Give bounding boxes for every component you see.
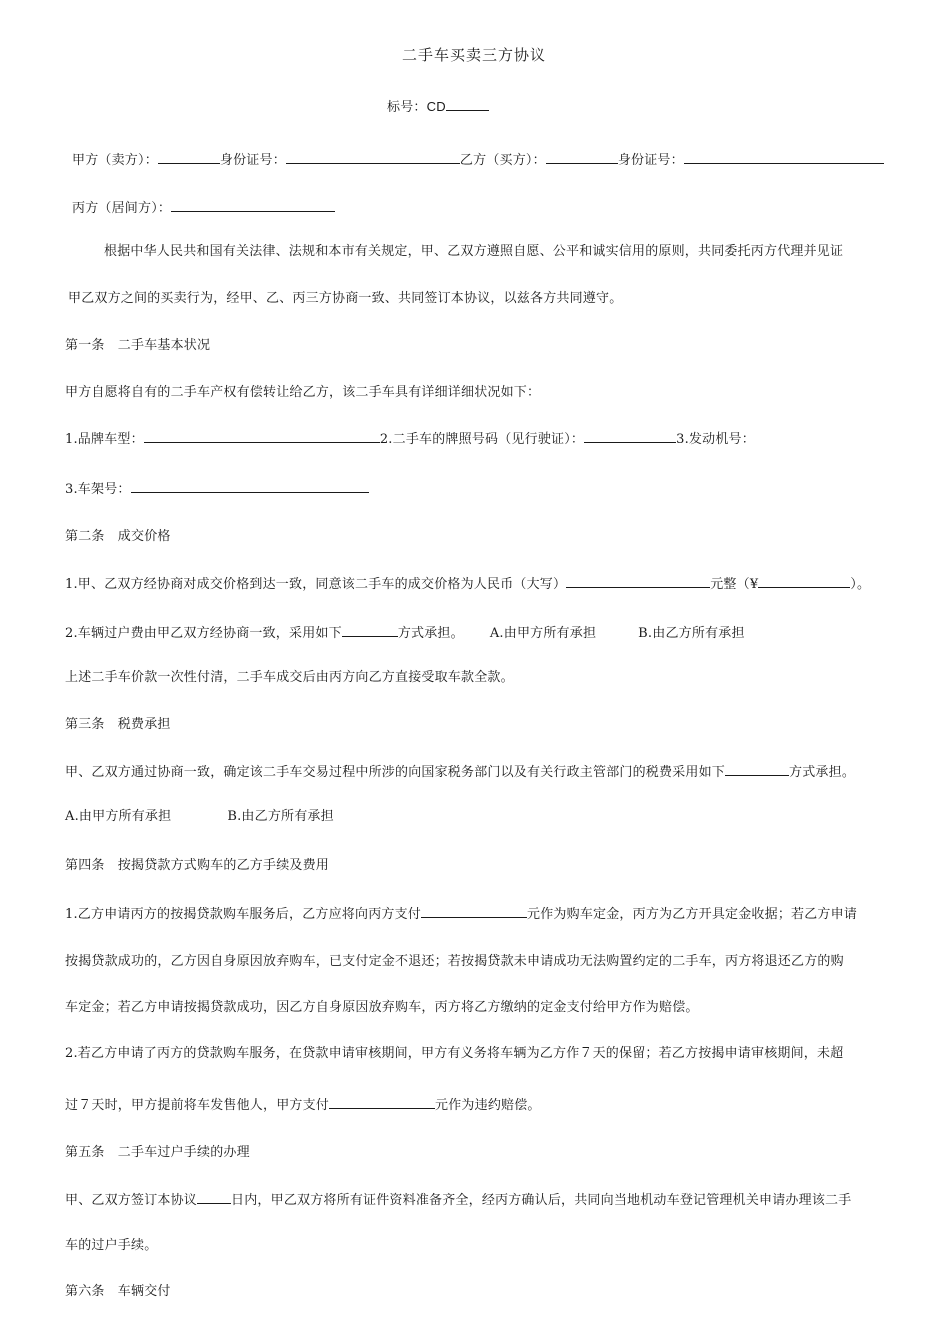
- parties-line: [72, 150, 884, 170]
- payment-line: 上述二手车价款一次性付清，二手车成交后由丙方向乙方直接受取车款全款。: [65, 670, 514, 685]
- price-text-a: 1.甲、乙双方经协商对成交价格到达一致，同意该二手车的成交价格为人民币（大写）: [65, 577, 567, 592]
- loan-deposit-line-3: 车定金；若乙方申请按揭贷款成功，因乙方自身原因放弃购车，丙方将乙方缴纳的定金支付给甲方作为赔偿。: [65, 1000, 699, 1015]
- intro-line-1: 根据中华人民共和国有关法律、法规和本市有关规定，甲、乙双方遵照自愿、公平和诚实信用的原则，共同委托丙方代理并见证: [104, 244, 844, 259]
- transfer-fee-text-a: 2.车辆过户费由甲乙双方经协商一致，采用如下: [65, 626, 342, 641]
- price-text-c: ）。: [850, 577, 871, 592]
- document-title: 二手车买卖三方协议: [402, 46, 547, 64]
- transfer-procedure-text-a: 甲、乙双方签订本协议: [65, 1193, 198, 1208]
- intro-line-2: 甲乙双方之间的买卖行为，经甲、乙、丙三方协商一致、共同签订本协议，以兹各方共同遵守。: [68, 291, 623, 306]
- penalty-blank[interactable]: [329, 1095, 435, 1109]
- transfer-fee-text-b: 方式承担。: [397, 626, 464, 641]
- transfer-option-b: B.由乙方所有承担: [638, 626, 745, 641]
- party-b-name-blank[interactable]: [546, 150, 618, 164]
- tax-line: [65, 762, 855, 782]
- party-c-label: 丙方（居间方）：: [72, 201, 172, 216]
- price-amount-blank[interactable]: [758, 574, 850, 588]
- party-a-label: 甲方（卖方）：: [72, 153, 158, 168]
- party-c-line: [72, 198, 335, 218]
- tax-blank[interactable]: [725, 762, 789, 776]
- transfer-procedure-line-1: [65, 1190, 851, 1210]
- party-a-name-blank[interactable]: [158, 150, 220, 164]
- tax-option-b: B.由乙方所有承担: [227, 809, 334, 824]
- tax-text-a: 甲、乙双方通过协商一致，确定该二手车交易过程中所涉的向国家税务部门以及有关行政主管部门的税费采用如下: [65, 765, 726, 780]
- loan-deposit-line-1: [65, 904, 857, 924]
- number-prefix: CD: [426, 99, 446, 114]
- party-a-id-label: 身份证号：: [219, 153, 286, 168]
- transfer-fee-blank[interactable]: [342, 623, 398, 637]
- number-label: 标号：: [387, 100, 427, 115]
- party-c-name-blank[interactable]: [171, 198, 335, 212]
- party-b-id-blank[interactable]: [684, 150, 884, 164]
- transfer-fee-line: [65, 623, 745, 643]
- loan-reserve-line-2: [65, 1095, 541, 1115]
- vin-label: 3.车架号：: [65, 482, 131, 497]
- party-a-id-blank[interactable]: [286, 150, 460, 164]
- article-5-heading: 第五条 二手车过户手续的办理: [65, 1145, 250, 1160]
- party-b-id-label: 身份证号：: [617, 153, 684, 168]
- tax-options-line: [65, 808, 334, 826]
- loan-deposit-blank[interactable]: [421, 904, 527, 918]
- tax-option-a: A.由甲方所有承担: [65, 809, 172, 824]
- days-blank[interactable]: [197, 1190, 231, 1204]
- vin-line: [65, 479, 369, 499]
- price-line: [65, 574, 870, 594]
- party-b-label: 乙方（买方）：: [459, 153, 546, 168]
- article-1-text: 甲方自愿将自有的二手车产权有偿转让给乙方，该二手车具有详细详细状况如下：: [65, 385, 541, 400]
- loan-deposit-text-b: 元作为购车定金，丙方为乙方开具定金收据；若乙方申请: [527, 907, 858, 922]
- vin-blank[interactable]: [131, 479, 369, 493]
- loan-reserve-line-1: 2.若乙方申请了丙方的贷款购车服务，在贷款申请审核期间，甲方有义务将车辆为乙方作７天的保留；若乙方按揭申请审核期间，未超: [65, 1046, 844, 1061]
- engine-label: 3.发动机号：: [676, 432, 755, 447]
- loan-reserve-text-b: 元作为违约赔偿。: [435, 1098, 541, 1113]
- loan-deposit-text-a: 1.乙方申请丙方的按揭贷款购车服务后，乙方应将向丙方支付: [65, 907, 422, 922]
- plate-label: 2.二手车的牌照号码（见行驶证）：: [379, 432, 585, 447]
- vehicle-info-line: [65, 429, 755, 449]
- transfer-option-a: A.由甲方所有承担: [489, 626, 597, 641]
- article-6-heading: 第六条 车辆交付: [65, 1284, 171, 1299]
- transfer-procedure-text-b: 日内，甲乙双方将所有证件资料准备齐全，经丙方确认后，共同向当地机动车登记管理机关申请办理该二手: [231, 1193, 852, 1208]
- loan-deposit-line-2: 按揭贷款成功的，乙方因自身原因放弃购车，已支付定金不退还；若按揭贷款未申请成功无法购置约定的二手车，丙方将退还乙方的购: [65, 954, 844, 969]
- document-number: [387, 97, 489, 117]
- brand-model-blank[interactable]: [144, 429, 380, 443]
- article-4-heading: 第四条 按揭贷款方式购车的乙方手续及费用: [65, 858, 330, 873]
- article-1-heading: 第一条 二手车基本状况: [65, 338, 211, 353]
- number-blank[interactable]: [446, 97, 489, 111]
- loan-reserve-text-a: 过７天时，甲方提前将车发售他人，甲方支付: [65, 1098, 330, 1113]
- article-2-heading: 第二条 成交价格: [65, 529, 171, 544]
- plate-blank[interactable]: [584, 429, 676, 443]
- transfer-procedure-line-2: 车的过户手续。: [65, 1238, 158, 1253]
- article-3-heading: 第三条 税费承担: [65, 717, 171, 732]
- price-text-b: 元整（¥: [710, 577, 759, 592]
- tax-text-b: 方式承担。: [789, 765, 856, 780]
- brand-model-label: 1.品牌车型：: [65, 432, 144, 447]
- price-words-blank[interactable]: [566, 574, 710, 588]
